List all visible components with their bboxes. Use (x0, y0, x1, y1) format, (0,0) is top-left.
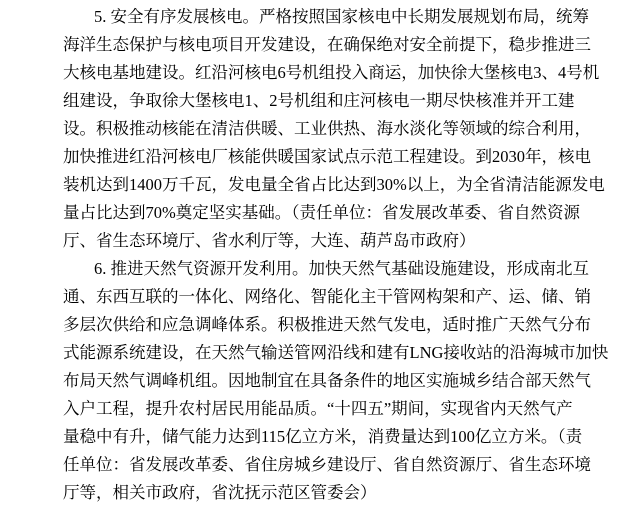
paragraph-5-nuclear-power (63, 3, 605, 255)
text-line: 式能源系统建设，在天然气输送管网沿线和建有LNG接收站的沿海城市加快 (63, 343, 609, 362)
text-line: 厅、省生态环境厅、省水利厅等，大连、葫芦岛市政府） (63, 231, 476, 250)
text-line: 加快推进红沿河核电厂核能供暖国家试点示范工程建设。到2030年，核电 (63, 147, 591, 166)
text-line: 6. 推进天然气资源开发利用。加快天然气基础设施建设，形成南北互 (94, 259, 589, 278)
text-line: 大核电基地建设。红沿河核电6号机组投入商运，加快徐大堡核电3、4号机 (63, 63, 600, 82)
text-line: 厅等，相关市政府，省沈抚示范区管委会） (63, 483, 377, 502)
text-line: 海洋生态保护与核电项目开发建设，在确保绝对安全前提下，稳步推进三 (63, 35, 591, 54)
text-line: 多层次供给和应急调峰体系。积极推进天然气发电，适时推广天然气分布 (63, 315, 591, 334)
text-line: 量占比达到70%奠定坚实基础。（责任单位：省发展改革委、省自然资源 (63, 203, 580, 222)
text-line: 装机达到1400万千瓦，发电量全省占比达到30%以上，为全省清洁能源发电 (63, 175, 605, 194)
text-line: 任单位：省发展改革委、省住房城乡建设厅、省自然资源厅、省生态环境 (63, 455, 591, 474)
text-line: 设。积极推动核能在清洁供暖、工业供热、海水淡化等领域的综合利用， (63, 119, 591, 138)
text-line: 5. 安全有序发展核电。严格按照国家核电中长期发展规划布局，统筹 (94, 7, 589, 26)
text-line: 组建设，争取徐大堡核电1、2号机组和庄河核电一期尽快核准并开工建 (63, 91, 575, 110)
text-line: 入户工程，提升农村居民用能品质。“十四五”期间，实现省内天然气产 (63, 399, 573, 418)
text-line: 通、东西互联的一体化、网络化、智能化主干管网构架和产、运、储、销 (63, 287, 591, 306)
text-line: 布局天然气调峰机组。因地制宜在具备条件的地区实施城乡结合部天然气 (63, 371, 591, 390)
paragraph-6-natural-gas (63, 255, 609, 507)
text-line: 量稳中有升，储气能力达到115亿立方米，消费量达到100亿立方米。（责 (63, 427, 583, 446)
